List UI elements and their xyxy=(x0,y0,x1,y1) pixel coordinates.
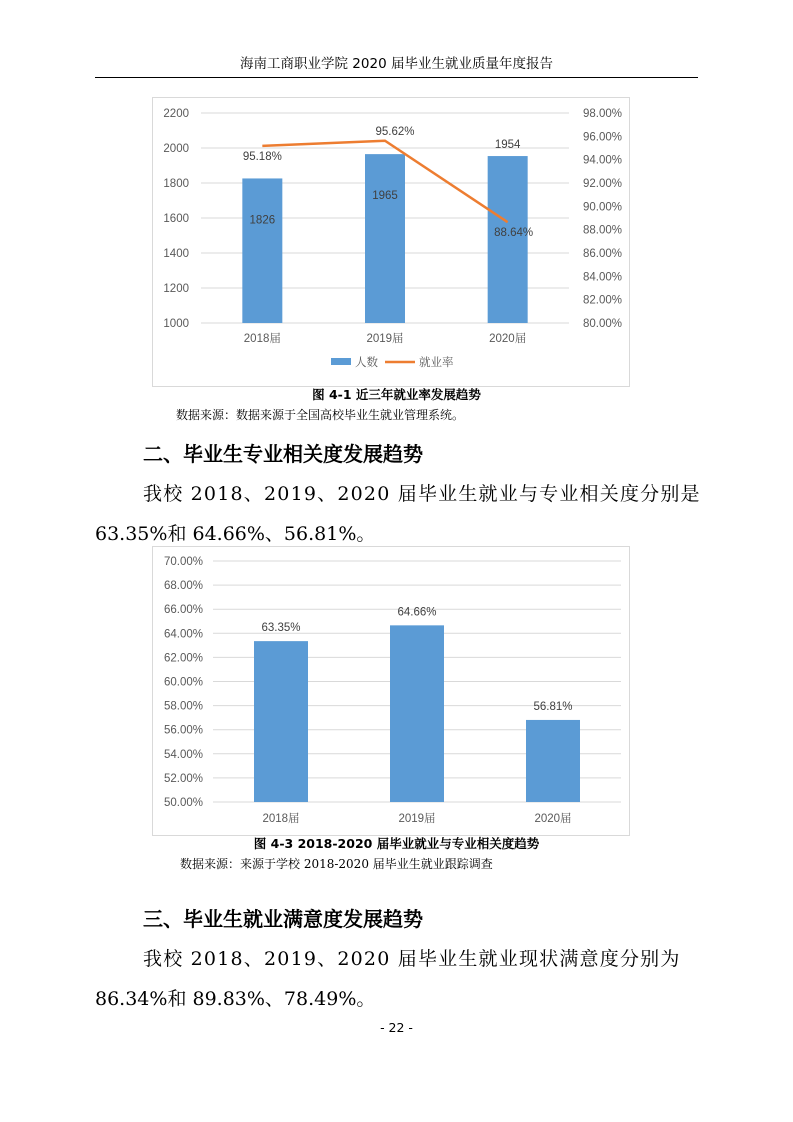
y-tick-label: 1400 xyxy=(163,248,189,260)
section2-line2: 63.35%和 64.66%、56.81%。 xyxy=(95,523,376,545)
section2-line1: 我校 2018、2019、2020 届毕业生就业与专业相关度分别是 xyxy=(143,483,701,505)
y-tick-label: 2200 xyxy=(163,108,189,120)
y-tick-label: 64.00% xyxy=(163,628,203,641)
bar-count xyxy=(365,154,405,323)
x-tick-label: 2019届 xyxy=(398,813,436,825)
bar-value-label: 1826 xyxy=(249,214,276,227)
rate-value-label: 95.18% xyxy=(242,150,282,163)
page-header: 海南工商职业学院 2020 届毕业生就业质量年度报告 xyxy=(240,56,553,72)
y2-tick-label: 98.00% xyxy=(583,108,623,120)
x-tick-label: 2018届 xyxy=(262,813,300,825)
y2-tick-label: 82.00% xyxy=(583,294,623,307)
y2-tick-label: 80.00% xyxy=(583,318,623,330)
x-tick-label: 2020届 xyxy=(489,333,527,345)
bar-relevance xyxy=(526,720,580,802)
bar-relevance xyxy=(254,641,308,802)
y-tick-label: 58.00% xyxy=(163,700,203,713)
y-tick-label: 50.00% xyxy=(163,797,203,809)
section3-line2: 86.34%和 89.83%、78.49%。 xyxy=(95,988,376,1010)
y2-tick-label: 84.00% xyxy=(583,271,623,284)
x-tick-label: 2018届 xyxy=(243,333,281,345)
y-tick-label: 62.00% xyxy=(163,652,203,665)
y2-tick-label: 94.00% xyxy=(583,154,623,167)
y-tick-label: 60.00% xyxy=(163,676,203,689)
figure1-caption: 图 4-1 近三年就业率发展趋势 xyxy=(312,387,481,402)
section2-paragraph xyxy=(95,480,701,548)
y2-tick-label: 86.00% xyxy=(583,248,623,260)
y-tick-label: 52.00% xyxy=(163,772,203,785)
y-tick-label: 56.00% xyxy=(163,724,203,737)
page-number: - 22 - xyxy=(380,1020,413,1035)
bar-count xyxy=(488,156,528,323)
major-relevance-chart xyxy=(152,546,630,836)
bar-count xyxy=(242,178,282,323)
rate-value-label: 95.62% xyxy=(375,125,415,138)
y-tick-label: 2000 xyxy=(163,143,189,155)
major-relevance-chart-svg xyxy=(153,547,629,835)
y-tick-label: 1800 xyxy=(163,178,189,190)
employment-rate-chart xyxy=(152,97,630,387)
bar-value-label: 64.66% xyxy=(397,606,437,619)
employment-rate-chart-svg xyxy=(153,98,629,386)
header-rule xyxy=(95,77,698,78)
legend-label-count: 人数 xyxy=(355,357,378,369)
bar-value-label: 63.35% xyxy=(261,622,301,635)
y-tick-label: 1200 xyxy=(163,283,189,295)
bar-value-label: 1965 xyxy=(372,190,398,203)
section3-line1: 我校 2018、2019、2020 届毕业生就业现状满意度分别为 xyxy=(143,948,681,970)
figure2-caption: 图 4-3 2018-2020 届毕业就业与专业相关度趋势 xyxy=(253,836,540,851)
bar-value-label: 1954 xyxy=(494,139,521,152)
legend-label-rate: 就业率 xyxy=(419,357,454,369)
y-tick-label: 66.00% xyxy=(163,604,203,617)
x-tick-label: 2020届 xyxy=(534,813,572,825)
section2-heading: 二、毕业生专业相关度发展趋势 xyxy=(143,442,423,466)
rate-value-label: 88.64% xyxy=(494,227,534,240)
section3-heading: 三、毕业生就业满意度发展趋势 xyxy=(143,907,423,931)
section3-paragraph xyxy=(95,945,698,1013)
bar-relevance xyxy=(390,625,444,802)
y-tick-label: 1000 xyxy=(163,318,189,330)
y-tick-label: 68.00% xyxy=(163,580,203,593)
figure2-source: 数据来源：来源于学校 2018-2020 届毕业生就业跟踪调查 xyxy=(180,857,493,871)
y2-tick-label: 92.00% xyxy=(583,178,623,190)
figure1-source: 数据来源：数据来源于全国高校毕业生就业管理系统。 xyxy=(176,408,465,422)
y2-tick-label: 96.00% xyxy=(583,131,623,144)
legend-swatch-count xyxy=(331,358,351,365)
y2-tick-label: 90.00% xyxy=(583,201,623,214)
y-tick-label: 54.00% xyxy=(163,748,203,761)
x-tick-label: 2019届 xyxy=(366,333,404,345)
y2-tick-label: 88.00% xyxy=(583,224,623,237)
y-tick-label: 1600 xyxy=(163,213,189,225)
bar-value-label: 56.81% xyxy=(533,700,573,713)
y-tick-label: 70.00% xyxy=(163,556,203,568)
